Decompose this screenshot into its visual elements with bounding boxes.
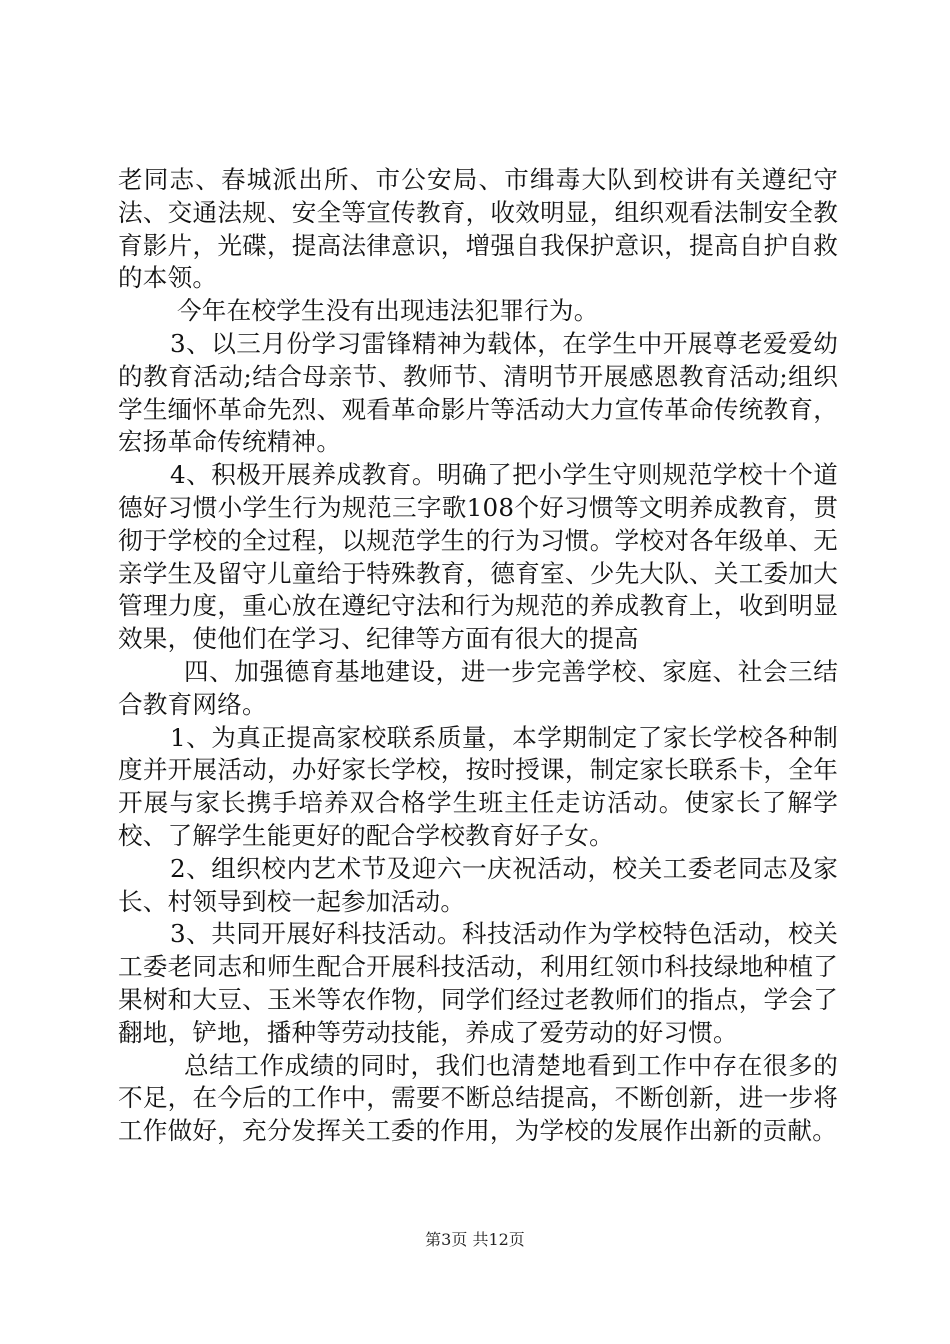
paragraph-no-crime: 今年在校学生没有出现违法犯罪行为。 bbox=[177, 296, 599, 326]
paragraph-safety-education: 老同志、春城派出所、市公安局、市缉毒大队到校讲有关遵纪守法、交通法规、安全等宣传教育，收效明显，组织观看法制安全教育影片，光碟，提高法律意识，增强自我保护意识，提高自护自救的本领。 bbox=[118, 165, 838, 293]
document-body bbox=[118, 164, 838, 1148]
page-number-footer: 第3页 共12页 bbox=[425, 1230, 525, 1249]
paragraph-summary: 总结工作成绩的同时，我们也清楚地看到工作中存在很多的不足，在今后的工作中，需要不断总结提高，不断创新，进一步将工作做好，充分发挥关工委的作用，为学校的发展作出新的贡献。 bbox=[118, 1050, 838, 1146]
paragraph-item-3-leifeng: 3、以三月份学习雷锋精神为载体，在学生中开展尊老爱爱幼的教育活动;结合母亲节、教师节、清明节开展感恩教育活动;组织学生缅怀革命先烈、观看革命影片等活动大力宣传革命传统教育，宏扬革命传统精神。 bbox=[118, 328, 838, 457]
section-heading-four: 四、加强德育基地建设，进一步完善学校、家庭、社会三结合教育网络。 bbox=[118, 656, 838, 719]
paragraph-item-2-art-festival: 2、组织校内艺术节及迎六一庆祝活动，校关工委老同志及家长、村领导到校一起参加活动。 bbox=[118, 853, 838, 916]
paragraph-item-1-parents-school: 1、为真正提高家校联系质量，本学期制定了家长学校各种制度并开展活动，办好家长学校，按时授课，制定家长联系卡，全年开展与家长携手培养双合格学生班主任走访活动。使家长了解学校、了解学生能更好的配合学校教育好子女。 bbox=[118, 722, 838, 850]
paragraph-item-3-science: 3、共同开展好科技活动。科技活动作为学校特色活动，校关工委老同志和师生配合开展科技活动，利用红领巾科技绿地种植了果树和大豆、玉米等农作物，同学们经过老教师们的指点，学会了翻地，铲地，播种等劳动技能，养成了爱劳动的好习惯。 bbox=[118, 919, 838, 1047]
paragraph-item-4-habits: 4、积极开展养成教育。明确了把小学生守则规范学校十个道德好习惯小学生行为规范三字歌108个好习惯等文明养成教育，贯彻于学校的全过程，以规范学生的行为习惯。学校对各年级单、无亲学生及留守儿童给于特殊教育，德育室、少先大队、关工委加大管理力度，重心放在遵纪守法和行为规范的养成教育上，收到明显效果，使他们在学习、纪律等方面有很大的提高 bbox=[118, 460, 838, 654]
